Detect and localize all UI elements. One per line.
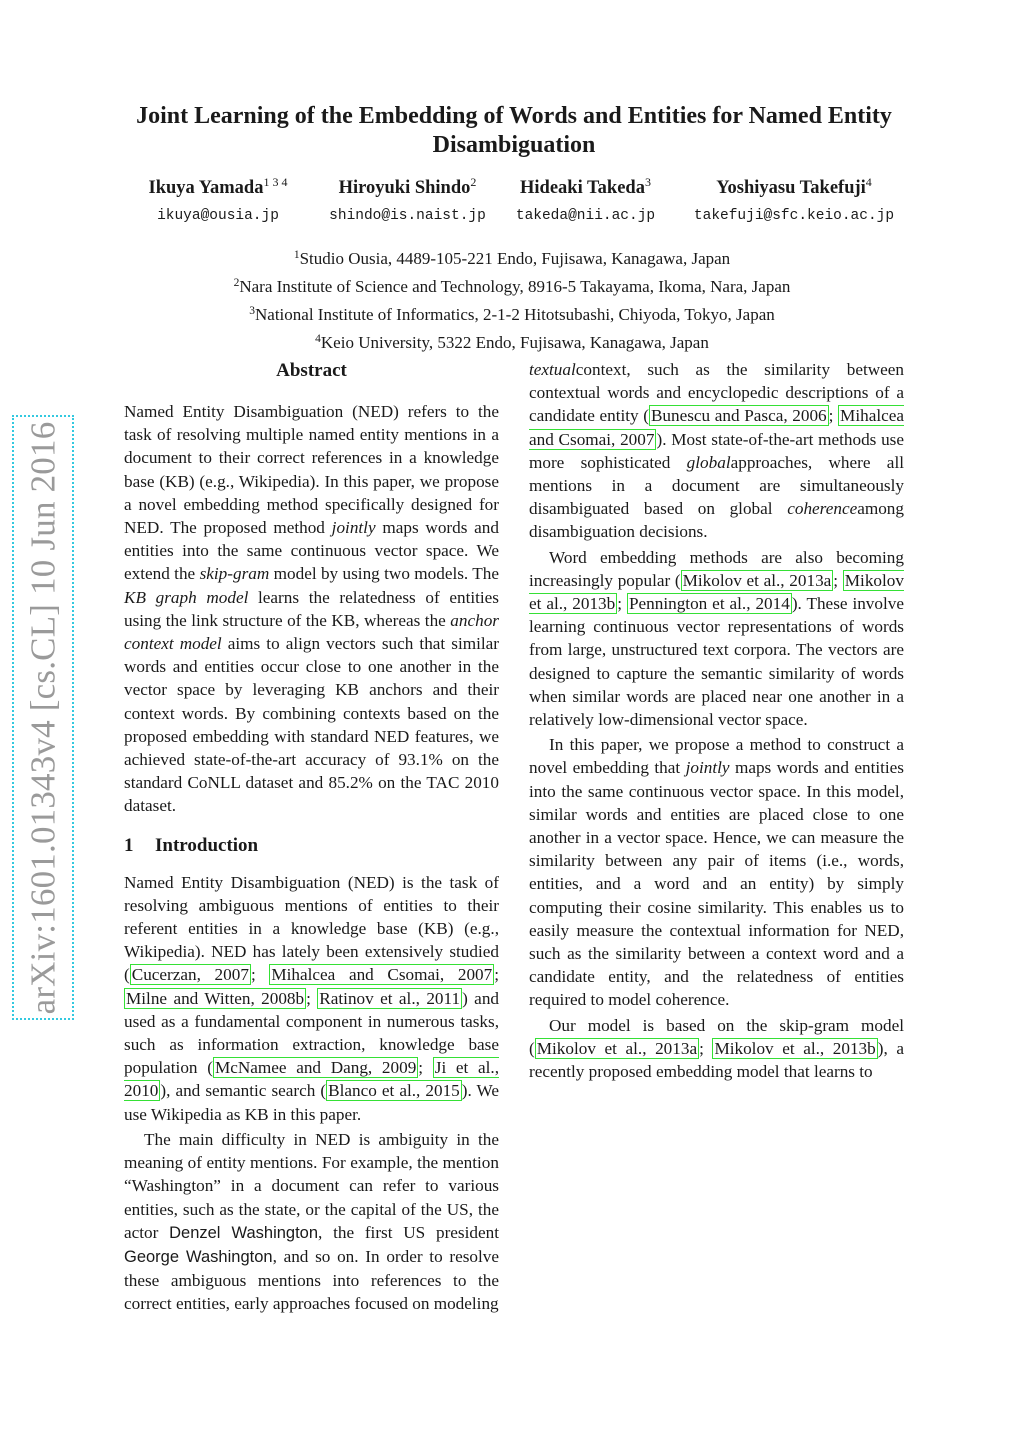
author-affil-sup: 3 xyxy=(644,175,651,189)
text-run: ; xyxy=(494,965,500,985)
affiliation xyxy=(0,327,1024,355)
text-run: ). We use Wikipedia as KB in this paper. xyxy=(124,1081,500,1124)
text-run: ; xyxy=(418,1058,433,1078)
section-title: Introduction xyxy=(155,834,259,856)
abstract-text xyxy=(124,400,499,818)
text-run: maps words and entities into the same continuous vector space. We extend the xyxy=(124,518,499,584)
intro-paragraph-4 xyxy=(529,733,904,1011)
text-run: The main difficulty in NED is ambiguity in the meaning of entity mentions. For example, the mention “Washington” in a document can refer to various entities, such as the state, or the capital of the US, the actor xyxy=(124,1129,499,1242)
text-run: ; xyxy=(828,406,839,426)
text-run: among disambiguation decisions. xyxy=(529,499,904,542)
emphasis: KB graph model xyxy=(124,587,249,607)
text-run: Named Entity Disambiguation (NED) refers to the task of resolving multiple named entity mentions in a document to their correct references in a knowledge base (KB) (e.g., Wikipedia). In this paper, we propose a novel embedding method specifically designed for NED. The proposed method xyxy=(124,402,499,538)
text-run: aims to align vectors such that similar words and entities occur close to one another in the vector space by leveraging KB anchors and their context words. By combining contexts based on the proposed embedding with standard NED features, we achieved state-of-the-art accuracy of 93.1% on the standard CoNLL dataset and 85.2% on the TAC 2010 dataset. xyxy=(124,634,499,816)
author-list xyxy=(0,170,1024,230)
affiliation-text: Studio Ousia, 4489-105-221 Endo, Fujisawa, Kanagawa, Japan xyxy=(299,249,731,268)
citation-link[interactable]: Mikolov et al., 2013a xyxy=(536,1038,698,1058)
author-email: takefuji@sfc.keio.ac.jp xyxy=(693,208,895,224)
affiliation xyxy=(0,299,1024,327)
section-number: 1 xyxy=(124,834,134,856)
intro-paragraph-2 xyxy=(124,1128,499,1316)
author-email: ikuya@ousia.jp xyxy=(157,208,279,224)
text-run: context, such as the similarity between contextual words and encyclopedic descriptions of a candidate entity ( xyxy=(529,360,904,426)
text-run: maps words and entities into the same continuous vector space. In this model, similar words and entities are placed close to one another in a vector space. Hence, we can measure the similarity between any pair of items (i.e., words, entities, and a word and an entity) by simply computing their cosine similarity. This enables us to easily measure the contextual information for NED, such as the similarity between a context word and a candidate entity, and the relatedness of entities required to model coherence. xyxy=(529,758,904,1010)
citation-link[interactable]: Cucerzan, 2007 xyxy=(131,965,249,985)
author-affil-sup: 1 3 4 xyxy=(263,175,288,189)
emphasis: jointly xyxy=(331,518,376,538)
text-run: ). Most state-of-the-art methods use more sophisticated xyxy=(529,429,904,472)
author-4 xyxy=(680,170,908,224)
affiliation-sup: 1 xyxy=(293,249,300,261)
emphasis: coherence xyxy=(787,499,858,519)
affiliation xyxy=(0,243,1024,271)
text-run: ; xyxy=(306,988,318,1008)
citation-link[interactable]: Mihalcea and Csomai, 2007 xyxy=(271,965,493,985)
affiliation-sup: 2 xyxy=(233,277,240,289)
emphasis: global xyxy=(686,452,731,472)
arxiv-stamp-text: arXiv:1601.01343v4 [cs.CL] 10 Jun 2016 xyxy=(23,421,63,1014)
intro-paragraph-5 xyxy=(529,1014,904,1084)
abstract-heading: Abstract xyxy=(276,360,347,381)
citation-link[interactable]: Mikolov et al., 2013a xyxy=(682,570,832,590)
emphasis: skip-gram xyxy=(199,564,270,584)
right-column xyxy=(529,358,904,1083)
affiliation-sup: 3 xyxy=(249,305,255,317)
text-run: model by using two models. The xyxy=(269,564,500,584)
citation-link[interactable]: Bunescu and Pasca, 2006 xyxy=(650,406,827,426)
text-run: ; xyxy=(617,594,627,614)
emphasis: textual xyxy=(529,360,576,379)
text-run: ). These involve learning continuous vector representations of words from large, unstructured text corpora. The vectors are designed to capture the semantic similarity of words when similar words are placed near one another in a relatively low-dimensional vector space. xyxy=(529,594,904,730)
emphasis: anchor context model xyxy=(124,610,499,654)
section-heading xyxy=(124,834,499,857)
affiliation-sup: 4 xyxy=(315,333,321,345)
author-name: Yoshiyasu Takefuji xyxy=(716,178,866,198)
text-run: In this paper, we propose a method to construct a novel embedding that xyxy=(529,735,904,778)
affiliation-list xyxy=(0,243,1024,355)
affiliation-text: National Institute of Informatics, 2-1-2 Hitotsubashi, Chiyoda, Tokyo, Japan xyxy=(255,305,775,324)
citation-link[interactable]: Mihalcea and Csomai, 2007 xyxy=(529,406,904,449)
author-affil-sup: 2 xyxy=(470,175,477,189)
paper-title: Joint Learning of the Embedding of Words and Entities for Named Entity Disambiguation xyxy=(136,103,892,158)
emphasis: jointly xyxy=(685,758,730,778)
affiliation-text: Keio University, 5322 Endo, Fujisawa, Kanagawa, Japan xyxy=(320,333,709,352)
author-2 xyxy=(320,170,495,224)
author-3 xyxy=(508,170,663,224)
left-column xyxy=(124,358,499,1316)
affiliation xyxy=(0,271,1024,299)
author-name: Hiroyuki Shindo xyxy=(338,178,471,198)
text-run: Named Entity Disambiguation (NED) is the task of resolving ambiguous mentions of entities to their referent entities in a knowledge base (KB) (e.g., Wikipedia). NED has lately been extensively studied ( xyxy=(124,872,499,985)
citation-link[interactable]: Milne and Witten, 2008b xyxy=(126,988,305,1008)
citation-link[interactable]: Mikolov et al., 2013b xyxy=(714,1038,876,1058)
citation-link[interactable]: Ratinov et al., 2011 xyxy=(319,988,461,1008)
citation-link[interactable]: Ji et al., 2010 xyxy=(124,1058,500,1101)
text-run: ; xyxy=(250,965,270,985)
intro-paragraph-2-continued xyxy=(529,358,904,544)
author-name: Hideaki Takeda xyxy=(520,178,645,198)
author-affil-sup: 4 xyxy=(865,175,872,189)
text-run: ) and used as a fundamental component in numerous tasks, such as information extraction, knowledge base population ( xyxy=(124,988,500,1078)
text-run: Our model is based on the skip-gram model ( xyxy=(529,1015,904,1058)
text-run: , the first US president xyxy=(318,1222,499,1242)
author-1 xyxy=(138,170,298,224)
text-run: learns the relatedness of entities using the link structure of the KB, whereas the xyxy=(124,587,499,630)
entity-name: George Washington xyxy=(124,1247,273,1266)
arxiv-stamp[interactable] xyxy=(12,415,74,1020)
text-run: , and so on. In order to resolve these ambiguous mentions into references to the correct entities, early approaches focused on modeling xyxy=(124,1246,500,1314)
author-name: Ikuya Yamada xyxy=(148,178,264,198)
author-email: takeda@nii.ac.jp xyxy=(515,208,656,224)
citation-link[interactable]: Pennington et al., 2014 xyxy=(628,594,790,614)
intro-paragraph-3 xyxy=(529,546,904,732)
text-run: approaches, where all mentions in a document are simultaneously disambiguated based on global xyxy=(529,452,904,519)
text-run: ), and semantic search ( xyxy=(160,1081,327,1101)
citation-link[interactable]: McNamee and Dang, 2009 xyxy=(214,1058,417,1078)
citation-link[interactable]: Blanco et al., 2015 xyxy=(328,1081,460,1101)
intro-paragraph-1 xyxy=(124,871,499,1126)
text-run: Word embedding methods are also becoming increasingly popular ( xyxy=(529,547,904,590)
entity-name: Denzel Washington xyxy=(169,1223,319,1242)
text-run: ), a recently proposed embedding model that learns to xyxy=(529,1038,904,1082)
text-run: ; xyxy=(699,1038,713,1058)
affiliation-text: Nara Institute of Science and Technology, 8916-5 Takayama, Ikoma, Nara, Japan xyxy=(239,277,791,296)
author-email: shindo@is.naist.jp xyxy=(329,208,486,224)
citation-link[interactable]: Mikolov et al., 2013b xyxy=(529,570,904,614)
text-run: ; xyxy=(833,570,843,590)
